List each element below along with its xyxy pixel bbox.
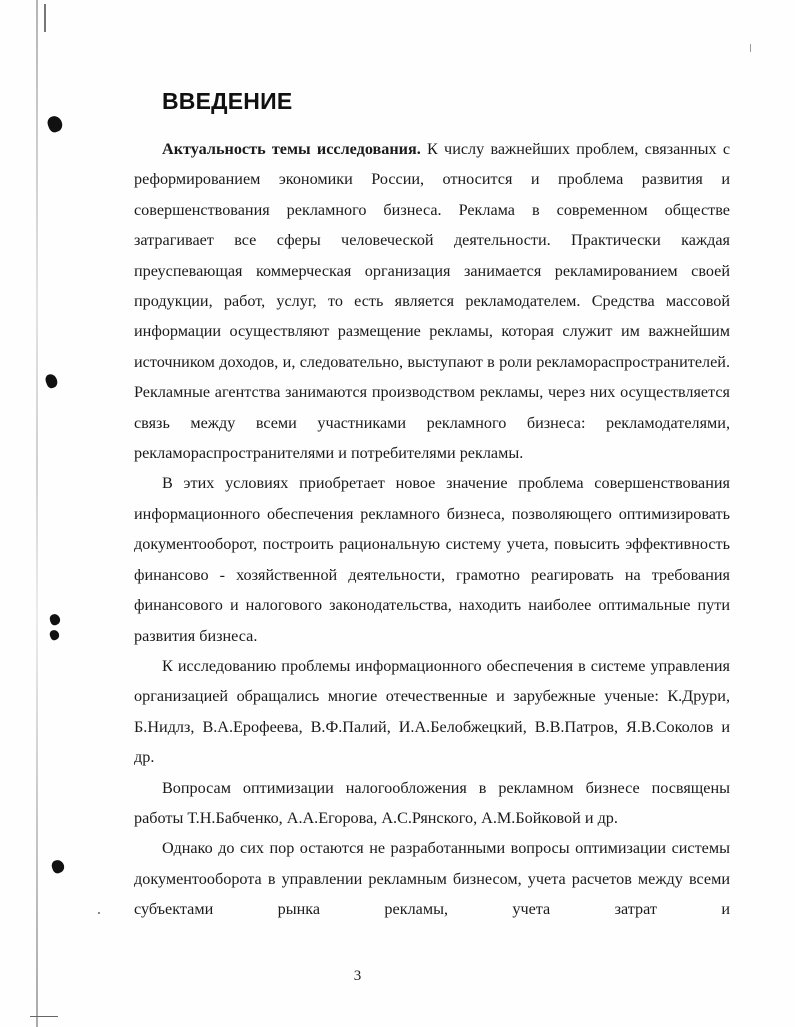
paragraph-text: К исследованию проблемы информационного обеспечения в системе управления организацией обращались многие отечественные и зарубежные ученые: К.Друри, Б.Нидлз, В.А.Ерофеева, В.Ф.Палий, И.А.Белобжецкий, В.В.Патров, Я.В.Соколов и др. [134, 656, 730, 767]
paragraph [134, 134, 730, 468]
punch-hole-mark [48, 613, 61, 627]
punch-hole-mark [49, 629, 61, 641]
paragraph-lead: Актуальность темы исследования. [162, 140, 421, 158]
paragraph [134, 651, 730, 773]
scan-speck [98, 912, 100, 914]
body-text [134, 134, 730, 925]
paragraph-text: Вопросам оптимизации налогообложения в рекламном бизнесе посвящены работы Т.Н.Бабченко, А.А.Егорова, А.С.Рянского, А.М.Бойковой и др. [134, 778, 730, 827]
punch-hole-mark [46, 114, 65, 134]
scan-speck [750, 44, 751, 52]
paragraph-text: К числу важнейших проблем, связанных с реформированием экономики России, относится и проблема развития и совершенствования рекламного бизнеса. Реклама в современном обществе затрагивает все сферы человеческой деятельности. Практически каждая преуспевающая коммерческая организация занимается рекламированием своей продукции, работ, услуг, то есть является рекламодателем. Средства массовой информации осуществляют размещение рекламы, которая служит им важнейшим источником доходов, и, следовательно, выступают в роли рекламораспространителей. Рекламные агентства занимаются производством рекламы, через них осуществляется связь между всеми участниками рекламного бизнеса: рекламодателями, рекламораспространителями и потребителями рекламы. [134, 140, 731, 463]
paragraph [134, 468, 730, 650]
paragraph [134, 773, 730, 834]
scan-bottom-mark [30, 1016, 58, 1017]
scan-margin-line [36, 0, 38, 1027]
punch-hole-mark [50, 858, 66, 874]
paragraph-text: Однако до сих пор остаются не разработанными вопросы оптимизации системы документооборота в управлении рекламным бизнесом, учета расчетов между всеми субъектами рынка рекламы, учета затрат и [134, 839, 730, 919]
section-title: ВВЕДЕНИЕ [162, 88, 293, 114]
page-number: 3 [353, 968, 362, 984]
punch-hole-mark [44, 373, 59, 390]
scan-margin-mark [44, 4, 46, 32]
paragraph [134, 833, 730, 924]
paragraph-text: В этих условиях приобретает новое значение проблема совершенствования информационного обеспечения рекламного бизнеса, позволяющего оптимизировать документооборот, построить рациональную систему учета, повысить эффективность финансово - хозяйственной деятельности, грамотно реагировать на требования финансового и налогового законодательства, находить наиболее оптимальные пути развития бизнеса. [134, 474, 730, 645]
